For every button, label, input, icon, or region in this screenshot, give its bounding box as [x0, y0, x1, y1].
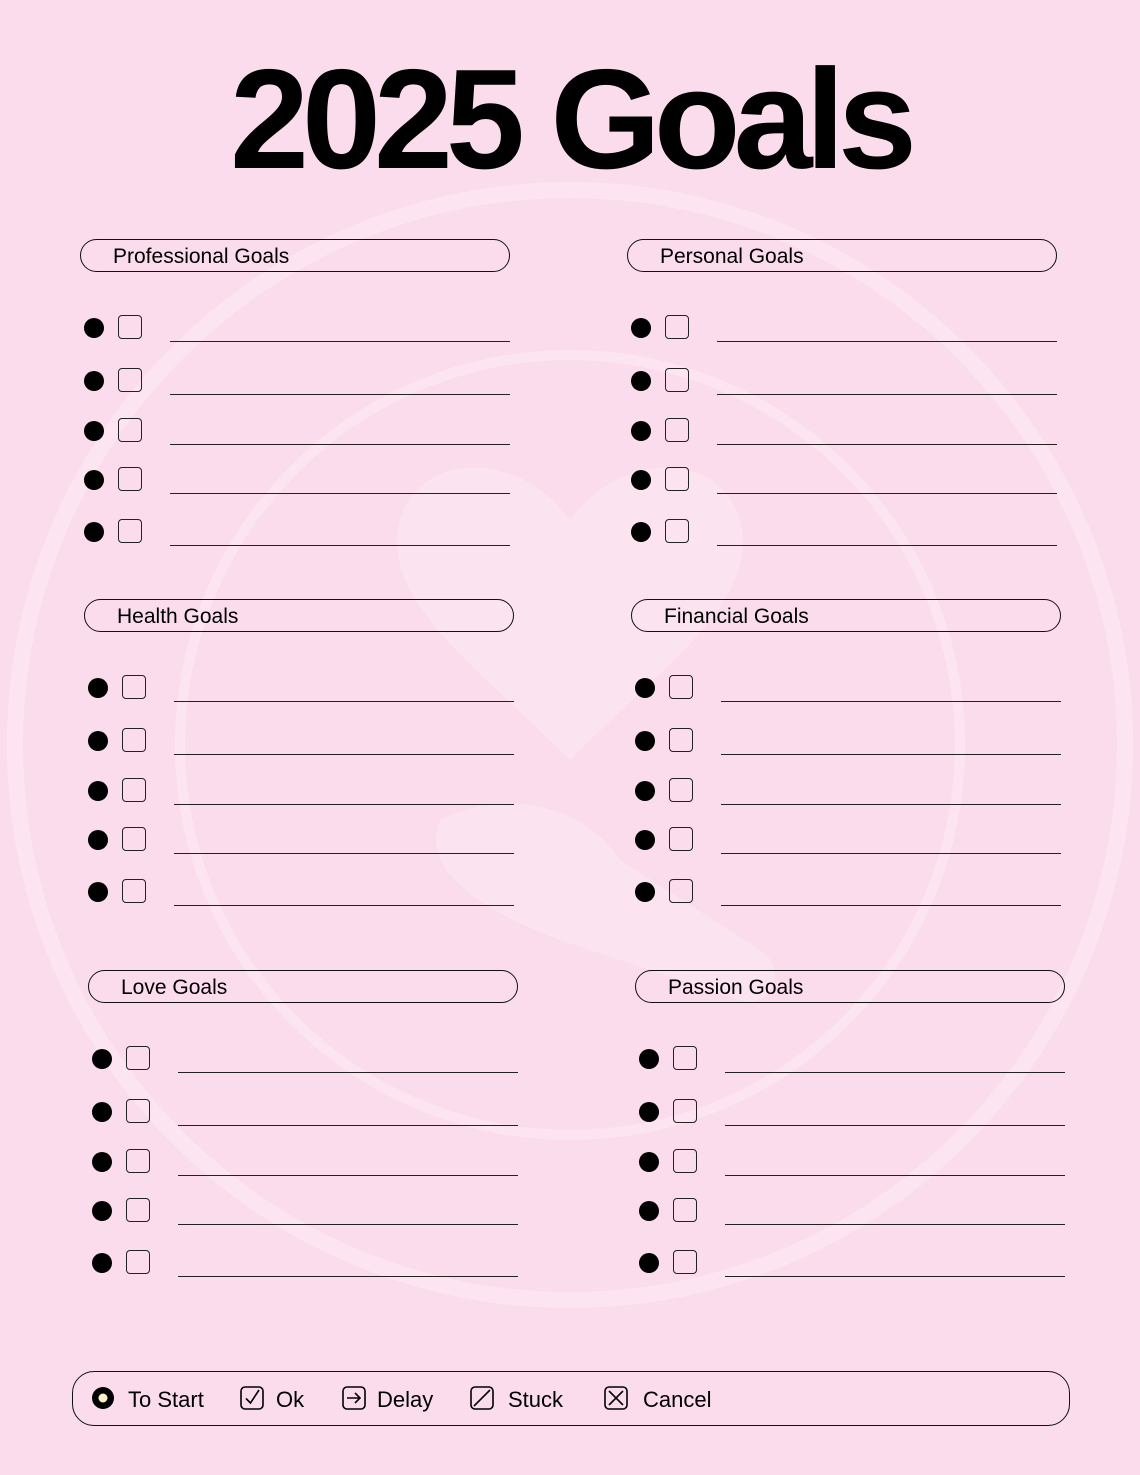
- goal-checkbox[interactable]: [673, 1149, 697, 1173]
- status-dot: [92, 1201, 112, 1221]
- goal-row: [88, 1248, 522, 1278]
- goal-row: [84, 825, 518, 855]
- goal-write-line[interactable]: [717, 545, 1057, 546]
- status-dot: [88, 731, 108, 751]
- goal-write-line[interactable]: [174, 701, 514, 702]
- goal-write-line[interactable]: [721, 853, 1061, 854]
- status-dot: [88, 678, 108, 698]
- goal-checkbox[interactable]: [118, 467, 142, 491]
- goal-write-line[interactable]: [178, 1125, 518, 1126]
- goal-checkbox[interactable]: [669, 675, 693, 699]
- goal-row: [84, 776, 518, 806]
- goal-write-line[interactable]: [170, 545, 510, 546]
- goal-checkbox[interactable]: [665, 467, 689, 491]
- status-dot: [631, 470, 651, 490]
- goal-write-line[interactable]: [725, 1224, 1065, 1225]
- status-dot: [635, 781, 655, 801]
- goal-write-line[interactable]: [178, 1276, 518, 1277]
- legend-delay-label: Delay: [377, 1387, 434, 1412]
- legend-to-start-label: To Start: [128, 1387, 204, 1412]
- status-dot: [84, 371, 104, 391]
- status-dot: [84, 421, 104, 441]
- goal-row: [88, 1147, 522, 1177]
- goal-row: [80, 416, 514, 446]
- goal-row: [88, 1044, 522, 1074]
- legend-stuck-label: Stuck: [508, 1387, 564, 1412]
- goal-write-line[interactable]: [721, 905, 1061, 906]
- goal-write-line[interactable]: [717, 493, 1057, 494]
- goal-row: [80, 465, 514, 495]
- goal-checkbox[interactable]: [673, 1046, 697, 1070]
- goal-checkbox[interactable]: [673, 1099, 697, 1123]
- goal-checkbox[interactable]: [669, 778, 693, 802]
- goal-checkbox[interactable]: [122, 675, 146, 699]
- goal-write-line[interactable]: [725, 1276, 1065, 1277]
- goal-checkbox[interactable]: [122, 879, 146, 903]
- status-dot: [631, 318, 651, 338]
- status-dot: [631, 371, 651, 391]
- status-dot: [84, 522, 104, 542]
- goal-checkbox[interactable]: [122, 728, 146, 752]
- goal-row: [627, 416, 1061, 446]
- goal-row: [631, 673, 1065, 703]
- goal-row: [631, 726, 1065, 756]
- status-dot: [635, 830, 655, 850]
- goal-checkbox[interactable]: [118, 368, 142, 392]
- status-dot: [92, 1253, 112, 1273]
- status-dot: [635, 678, 655, 698]
- goal-row: [631, 776, 1065, 806]
- status-dot: [635, 882, 655, 902]
- goal-checkbox[interactable]: [665, 368, 689, 392]
- section-header-personal: Personal Goals: [627, 239, 1057, 272]
- goal-write-line[interactable]: [178, 1072, 518, 1073]
- status-dot: [92, 1102, 112, 1122]
- goal-checkbox[interactable]: [126, 1198, 150, 1222]
- goal-checkbox[interactable]: [126, 1149, 150, 1173]
- section-header-professional: Professional Goals: [80, 239, 510, 272]
- goal-write-line[interactable]: [174, 853, 514, 854]
- goal-row: [627, 465, 1061, 495]
- goal-row: [84, 673, 518, 703]
- status-dot: [92, 1049, 112, 1069]
- goal-row: [631, 877, 1065, 907]
- goal-checkbox[interactable]: [669, 827, 693, 851]
- check-box-icon: [240, 1386, 264, 1410]
- goal-write-line[interactable]: [717, 341, 1057, 342]
- status-dot: [639, 1152, 659, 1172]
- goal-write-line[interactable]: [174, 804, 514, 805]
- status-dot: [631, 421, 651, 441]
- goal-checkbox[interactable]: [118, 315, 142, 339]
- goal-checkbox[interactable]: [122, 778, 146, 802]
- goal-row: [635, 1248, 1069, 1278]
- goal-checkbox[interactable]: [665, 418, 689, 442]
- status-legend: [72, 1371, 1070, 1426]
- goal-row: [84, 726, 518, 756]
- goal-checkbox[interactable]: [118, 519, 142, 543]
- goal-write-line[interactable]: [721, 701, 1061, 702]
- section-header-financial: Financial Goals: [631, 599, 1061, 632]
- goal-write-line[interactable]: [725, 1175, 1065, 1176]
- goal-write-line[interactable]: [725, 1072, 1065, 1073]
- goal-row: [627, 517, 1061, 547]
- to-start-icon: [91, 1386, 115, 1410]
- goal-checkbox[interactable]: [669, 728, 693, 752]
- goal-write-line[interactable]: [170, 394, 510, 395]
- goal-write-line[interactable]: [178, 1175, 518, 1176]
- goal-checkbox[interactable]: [673, 1250, 697, 1274]
- status-dot: [84, 318, 104, 338]
- goal-write-line[interactable]: [170, 341, 510, 342]
- goal-checkbox[interactable]: [665, 315, 689, 339]
- section-header-love: Love Goals: [88, 970, 518, 1003]
- goal-write-line[interactable]: [170, 493, 510, 494]
- goal-row: [631, 825, 1065, 855]
- goal-write-line[interactable]: [717, 444, 1057, 445]
- goal-row: [635, 1044, 1069, 1074]
- goal-row: [80, 366, 514, 396]
- page-title: 2025 Goals: [230, 40, 910, 199]
- arrow-box-icon: [342, 1386, 366, 1410]
- status-dot: [639, 1049, 659, 1069]
- status-dot: [631, 522, 651, 542]
- goal-row: [627, 366, 1061, 396]
- status-dot: [84, 470, 104, 490]
- goal-row: [635, 1147, 1069, 1177]
- goal-write-line[interactable]: [174, 754, 514, 755]
- goal-row: [635, 1196, 1069, 1226]
- goal-write-line[interactable]: [721, 804, 1061, 805]
- status-dot: [88, 781, 108, 801]
- status-dot: [635, 731, 655, 751]
- goal-write-line[interactable]: [717, 394, 1057, 395]
- goal-row: [80, 313, 514, 343]
- section-header-passion: Passion Goals: [635, 970, 1065, 1003]
- goal-checkbox[interactable]: [665, 519, 689, 543]
- goal-row: [80, 517, 514, 547]
- goal-checkbox[interactable]: [122, 827, 146, 851]
- goal-checkbox[interactable]: [669, 879, 693, 903]
- legend-cancel-label: Cancel: [643, 1387, 712, 1412]
- status-dot: [639, 1201, 659, 1221]
- status-dot: [88, 830, 108, 850]
- x-box-icon: [604, 1386, 628, 1410]
- status-dot: [639, 1253, 659, 1273]
- goal-row: [88, 1196, 522, 1226]
- goal-checkbox[interactable]: [673, 1198, 697, 1222]
- goal-row: [635, 1097, 1069, 1127]
- status-dot: [92, 1152, 112, 1172]
- goal-write-line[interactable]: [170, 444, 510, 445]
- goal-write-line[interactable]: [174, 905, 514, 906]
- goal-write-line[interactable]: [178, 1224, 518, 1225]
- goal-write-line[interactable]: [725, 1125, 1065, 1126]
- section-header-health: Health Goals: [84, 599, 514, 632]
- slash-box-icon: [470, 1386, 494, 1410]
- goal-write-line[interactable]: [721, 754, 1061, 755]
- goal-checkbox[interactable]: [126, 1099, 150, 1123]
- goal-checkbox[interactable]: [126, 1046, 150, 1070]
- status-dot: [88, 882, 108, 902]
- status-dot: [639, 1102, 659, 1122]
- goal-checkbox[interactable]: [118, 418, 142, 442]
- goal-checkbox[interactable]: [126, 1250, 150, 1274]
- legend-ok-label: Ok: [276, 1387, 305, 1412]
- goal-row: [627, 313, 1061, 343]
- goal-row: [84, 877, 518, 907]
- goal-row: [88, 1097, 522, 1127]
